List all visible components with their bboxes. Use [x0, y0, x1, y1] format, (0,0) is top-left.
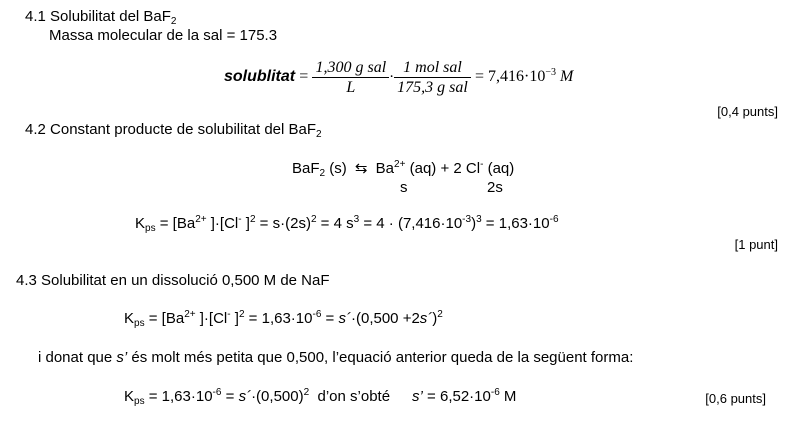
solubility-equation: solublitat = $\frac{\text{1,300 g sal}}{L}$ · $\frac{\text{1 mol sal}}{\text{175,3 g sal}}$ = $7,416\cdot 10^{-3}$ M	[224, 58, 574, 96]
section-4-3-heading: 4.3 Solubilitat en un dissolució 0,500 M de NaF	[16, 272, 330, 289]
dissociation-reaction: BaF$_2$ (s) ⇆ $Ba^{2+}$ (aq) + 2 Cl- (aq)	[292, 159, 515, 179]
kps-common-ion-expression: $K_{ps} = [Ba^{2+}$ ]·[Cl- ]$^2 = 1,63\cdot 10^{-6}$ = s´·(0,500 +2s´)$^2$	[124, 309, 443, 329]
fraction-mol-per-gram: $\frac{\text{1 mol sal}}{\text{175,3 g sal}}$	[394, 58, 471, 97]
points-4-2: [1 punt]	[734, 237, 778, 252]
kps-expression: $K_{ps} = [Ba^{2+}$ ]·[Cl- ]$^2 = s\cdot(2s)^2 = 4$ $s^3 = 4 \cdot (7,416\cdot 10^{-3})^3 = 1,63\cdot 10^{-6}$	[135, 214, 559, 234]
points-4-1: [0,4 punts]	[717, 104, 778, 119]
approximation-sentence: i donat que s’ és molt més petita que 0,500, l’equació anterior queda de la següent forma:	[38, 349, 634, 366]
stoich-2s: 2s	[487, 179, 503, 196]
section-4-2-heading: 4.2 Constant producte de solubilitat del BaF$_2$	[25, 121, 322, 140]
equilibrium-arrow-icon: ⇆	[354, 160, 368, 177]
fraction-mass-per-liter: $\frac{\text{1,300 g sal}}{L}$	[312, 58, 389, 97]
stoich-s: s	[400, 179, 408, 196]
molecular-mass-line: Massa molecular de la sal = 175.3	[49, 27, 278, 44]
kps-approximate-expression: $K_{ps} = 1,63\cdot 10^{-6}$ = $s´\cdot(0,500)^2$ d’on s’obté s’ = $6,52\cdot 10^{-6}$ M	[124, 387, 517, 407]
section-4-1-heading: 4.1 Solubilitat del BaF$_2$	[25, 8, 177, 27]
points-4-3: [0,6 punts]	[705, 391, 766, 406]
solubility-label: solublitat	[224, 68, 296, 85]
